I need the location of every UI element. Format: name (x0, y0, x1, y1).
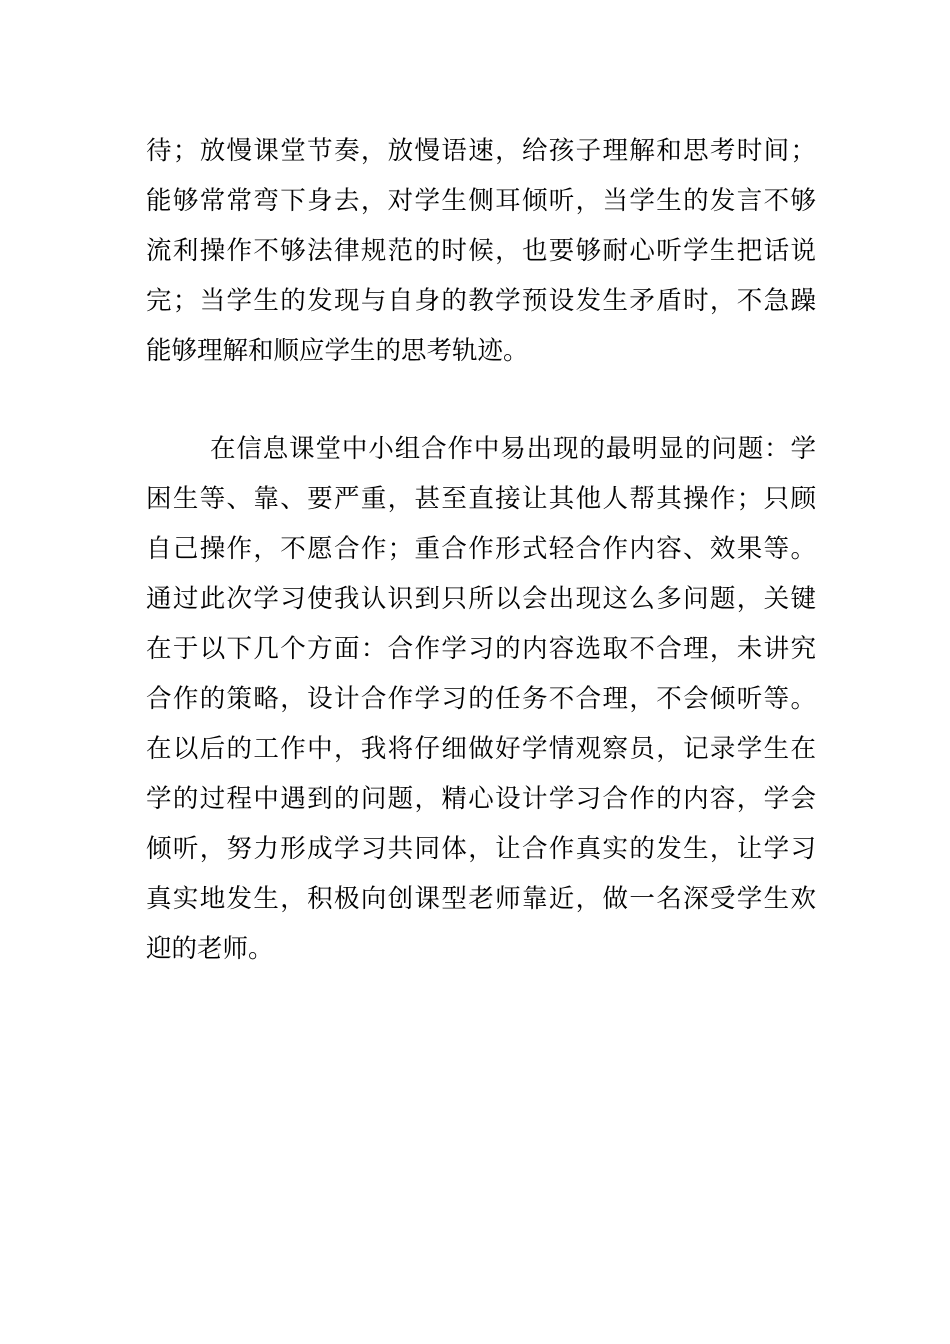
text-line: 流利操作不够法律规范的时候，也要够耐心听学生把话说 (146, 236, 816, 266)
text-line: 通过此次学习使我认识到只所以会出现这么多问题，关键 (146, 584, 816, 614)
text-line: 完；当学生的发现与自身的教学预设发生矛盾时，不急躁 (146, 286, 816, 316)
text-line: 能够理解和顺应学生的思考轨迹。 (146, 336, 529, 366)
text-line: 真实地发生，积极向创课型老师靠近，做一名深受学生欢 (146, 884, 816, 914)
text-line: 学的过程中遇到的问题，精心设计学习合作的内容，学会 (146, 784, 816, 814)
paragraph-2 (146, 424, 816, 974)
text-line: 在以后的工作中，我将仔细做好学情观察员，记录学生在 (146, 734, 816, 764)
text-line: 待；放慢课堂节奏，放慢语速，给孩子理解和思考时间； (146, 136, 816, 166)
text-line: 在于以下几个方面：合作学习的内容选取不合理，未讲究 (146, 634, 816, 664)
text-line: 合作的策略，设计合作学习的任务不合理，不会倾听等。 (146, 684, 816, 714)
paragraph-1 (146, 126, 816, 376)
text-line: 在信息课堂中小组合作中易出现的最明显的问题：学 (210, 434, 816, 464)
text-line: 自己操作，不愿合作；重合作形式轻合作内容、效果等。 (146, 534, 816, 564)
text-line: 迎的老师。 (146, 934, 274, 964)
text-line: 倾听，努力形成学习共同体，让合作真实的发生，让学习 (146, 834, 816, 864)
text-line: 能够常常弯下身去，对学生侧耳倾听，当学生的发言不够 (146, 186, 816, 216)
text-line: 困生等、靠、要严重，甚至直接让其他人帮其操作；只顾 (146, 484, 816, 514)
